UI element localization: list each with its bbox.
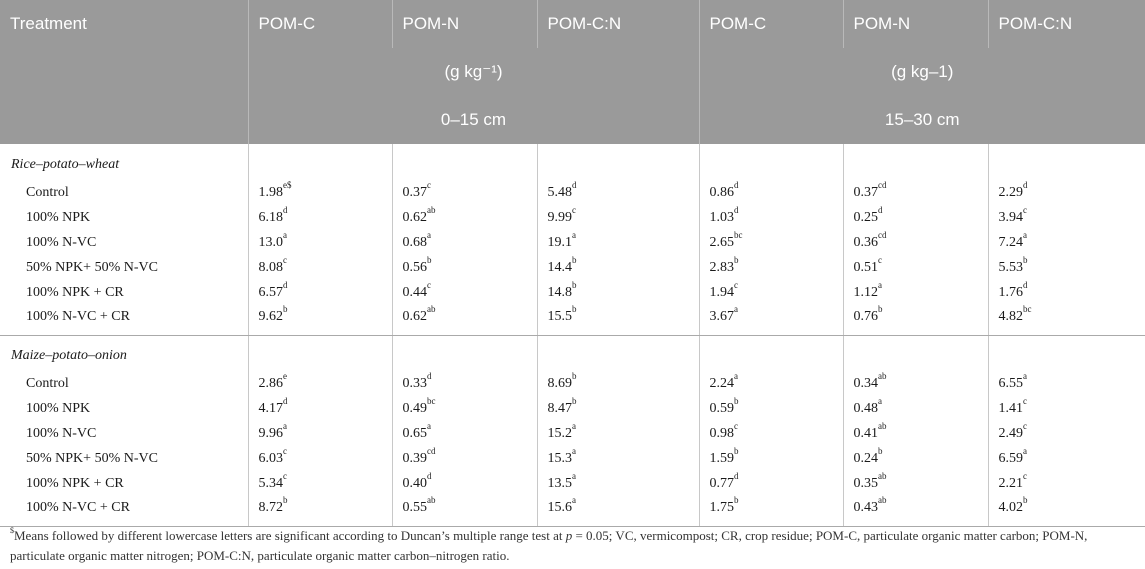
cell-value: 0.55 [402, 499, 427, 515]
cell-value: 13.0 [258, 234, 283, 250]
cell-value: 8.08 [258, 259, 283, 275]
column-header-pom-n-top: POM-N [392, 0, 537, 48]
value-cell [699, 305, 843, 335]
significance-letter: d [283, 279, 288, 290]
empty-cell [988, 144, 1145, 180]
significance-letter: a [1023, 445, 1027, 456]
value-cell [392, 205, 537, 230]
significance-letter: ab [878, 470, 887, 481]
significance-letter: b [283, 304, 288, 315]
cell-value: 4.17 [258, 400, 283, 416]
value-cell [537, 371, 699, 396]
significance-letter: a [734, 370, 738, 381]
cell-value: 0.40 [402, 475, 427, 491]
cell-value: 5.34 [258, 475, 283, 491]
value-cell [843, 396, 988, 421]
value-cell [392, 496, 537, 526]
cell-value: 7.24 [998, 234, 1023, 250]
cell-value: 0.24 [853, 450, 878, 466]
table-row [0, 471, 1145, 496]
significance-letter: d [734, 179, 739, 190]
value-cell [988, 496, 1145, 526]
significance-letter: a [572, 470, 576, 481]
value-cell [699, 255, 843, 280]
cell-value: 0.36 [853, 234, 878, 250]
value-cell [248, 180, 392, 205]
cell-value: 0.33 [402, 375, 427, 391]
cell-value: 1.12 [853, 284, 878, 300]
cell-value: 5.48 [547, 184, 572, 200]
value-cell [988, 305, 1145, 335]
significance-letter: e [283, 370, 287, 381]
significance-letter: a [283, 420, 287, 431]
significance-letter: b [283, 495, 288, 506]
value-cell [843, 280, 988, 305]
section-title-row [0, 144, 1145, 180]
significance-letter: b [572, 395, 577, 406]
significance-letter: c [572, 204, 576, 215]
value-cell [843, 255, 988, 280]
significance-letter: a [734, 304, 738, 315]
significance-letter: b [427, 254, 432, 265]
value-cell [248, 305, 392, 335]
value-cell [843, 180, 988, 205]
cell-value: 0.37 [402, 184, 427, 200]
cell-value: 1.76 [998, 284, 1023, 300]
value-cell [248, 421, 392, 446]
significance-letter: c [427, 279, 431, 290]
cell-value: 14.4 [547, 259, 572, 275]
value-cell [843, 446, 988, 471]
significance-letter: a [572, 445, 576, 456]
cell-value: 2.49 [998, 425, 1023, 441]
significance-letter: bc [1023, 304, 1032, 315]
significance-letter: c [283, 470, 287, 481]
cell-value: 0.62 [402, 209, 427, 225]
significance-letter: ab [427, 304, 436, 315]
significance-letter: ab [878, 370, 887, 381]
cell-value: 0.44 [402, 284, 427, 300]
significance-letter: a [1023, 229, 1027, 240]
value-cell [248, 371, 392, 396]
cell-value: 8.72 [258, 499, 283, 515]
significance-letter: a [427, 420, 431, 431]
significance-letter: c [283, 445, 287, 456]
cell-value: 9.99 [547, 209, 572, 225]
value-cell [537, 446, 699, 471]
value-cell [699, 180, 843, 205]
significance-letter: bc [734, 229, 743, 240]
value-cell [988, 396, 1145, 421]
cell-value: 2.65 [709, 234, 734, 250]
table-row [0, 446, 1145, 471]
value-cell [699, 496, 843, 526]
value-cell [537, 305, 699, 335]
significance-letter: a [1023, 370, 1027, 381]
value-cell [537, 255, 699, 280]
value-cell [699, 371, 843, 396]
significance-letter: d [1023, 179, 1028, 190]
value-cell [392, 446, 537, 471]
cell-value: 0.43 [853, 499, 878, 515]
cell-value: 2.83 [709, 259, 734, 275]
significance-letter: b [734, 445, 739, 456]
column-header-pom-cn-top: POM-C:N [537, 0, 699, 48]
cell-value: 1.41 [998, 400, 1023, 416]
cell-value: 0.77 [709, 475, 734, 491]
significance-letter: b [572, 254, 577, 265]
cell-value: 1.98 [258, 184, 283, 200]
section-title: Maize–potato–onion [11, 348, 127, 364]
treatment-name: 50% NPK+ 50% N-VC [26, 450, 158, 466]
significance-letter: b [1023, 254, 1028, 265]
significance-letter: a [572, 495, 576, 506]
cell-value: 2.29 [998, 184, 1023, 200]
value-cell [988, 230, 1145, 255]
cell-value: 15.2 [547, 425, 572, 441]
value-cell [248, 496, 392, 526]
cell-value: 3.67 [709, 308, 734, 324]
treatment-column-header: Treatment [0, 0, 248, 48]
cell-value: 6.55 [998, 375, 1023, 391]
cell-value: 1.59 [709, 450, 734, 466]
value-cell [988, 471, 1145, 496]
value-cell [537, 280, 699, 305]
cell-value: 0.76 [853, 308, 878, 324]
cell-value: 13.5 [547, 475, 572, 491]
cell-value: 4.82 [998, 308, 1023, 324]
cell-value: 0.62 [402, 308, 427, 324]
value-cell [843, 496, 988, 526]
value-cell [699, 471, 843, 496]
cell-value: 0.25 [853, 209, 878, 225]
table-row [0, 305, 1145, 335]
value-cell [537, 180, 699, 205]
value-cell [843, 471, 988, 496]
cell-value: 0.49 [402, 400, 427, 416]
empty-cell [843, 335, 988, 371]
treatment-name: 100% N-VC + CR [0, 305, 248, 335]
treatment-name: 100% NPK + CR [26, 475, 124, 491]
cell-value: 0.65 [402, 425, 427, 441]
column-header-pom-c-top: POM-C [248, 0, 392, 48]
value-cell [537, 396, 699, 421]
cell-value: 0.34 [853, 375, 878, 391]
table-row [0, 180, 1145, 205]
empty-cell [392, 335, 537, 371]
significance-letter: d [283, 204, 288, 215]
cell-value: 15.6 [547, 499, 572, 515]
cell-value: 14.8 [547, 284, 572, 300]
column-header-pom-n-sub: POM-N [843, 0, 988, 48]
cell-value: 5.53 [998, 259, 1023, 275]
significance-letter: a [572, 420, 576, 431]
significance-letter: b [734, 254, 739, 265]
treatment-name: 100% N-VC [26, 234, 97, 250]
value-cell [392, 396, 537, 421]
section-title: Rice–potato–wheat [11, 157, 120, 172]
value-cell [248, 446, 392, 471]
value-cell [537, 421, 699, 446]
table-row [0, 205, 1145, 230]
significance-letter: b [1023, 495, 1028, 506]
empty-cell [248, 144, 392, 180]
significance-letter: d [427, 470, 432, 481]
value-cell [537, 496, 699, 526]
significance-letter: ab [878, 420, 887, 431]
significance-letter: d [283, 395, 288, 406]
table-row [0, 280, 1145, 305]
unit-label-subsoil: (g kg–1) [699, 48, 1145, 96]
significance-letter: b [734, 395, 739, 406]
cell-value: 2.21 [998, 475, 1023, 491]
value-cell [392, 471, 537, 496]
treatment-name: 50% NPK+ 50% N-VC [26, 259, 158, 275]
significance-letter: b [572, 304, 577, 315]
value-cell [392, 371, 537, 396]
significance-letter: a [878, 395, 882, 406]
empty-cell [248, 335, 392, 371]
value-cell [537, 230, 699, 255]
value-cell [248, 280, 392, 305]
section-title-row [0, 335, 1145, 371]
table-row [0, 421, 1145, 446]
treatment-name: 100% N-VC + CR [0, 496, 248, 526]
treatment-name: Control [26, 184, 69, 200]
cell-value: 6.59 [998, 450, 1023, 466]
significance-letter: c [427, 179, 431, 190]
value-cell [248, 396, 392, 421]
empty-cell [699, 144, 843, 180]
significance-letter: a [427, 229, 431, 240]
value-cell [699, 421, 843, 446]
significance-letter: c [1023, 470, 1027, 481]
value-cell [392, 230, 537, 255]
cell-value: 8.69 [547, 375, 572, 391]
significance-letter: b [572, 370, 577, 381]
significance-letter: d [734, 470, 739, 481]
treatment-name: 100% NPK [26, 400, 91, 416]
cell-value: 15.5 [547, 308, 572, 324]
cell-value: 6.03 [258, 450, 283, 466]
value-cell [988, 371, 1145, 396]
header-spacer [0, 48, 248, 96]
significance-letter: c [1023, 204, 1027, 215]
value-cell [392, 305, 537, 335]
cell-value: 1.03 [709, 209, 734, 225]
table-row [0, 496, 1145, 526]
value-cell [248, 471, 392, 496]
footnote-text-part2: = 0.05; VC, vermicompost; CR, crop residue; POM-C, particulate organic matter carbon; POM-N, particulate organic matter nitrogen; POM-C:N, particulate organic matter carbon–nitrogen ratio. [10, 528, 1088, 563]
value-cell [392, 280, 537, 305]
value-cell [537, 205, 699, 230]
significance-letter: ab [427, 495, 436, 506]
value-cell [988, 205, 1145, 230]
significance-letter: a [572, 229, 576, 240]
value-cell [843, 371, 988, 396]
value-cell [392, 255, 537, 280]
significance-letter: ab [878, 495, 887, 506]
cell-value: 3.94 [998, 209, 1023, 225]
significance-letter: b [572, 279, 577, 290]
value-cell [988, 255, 1145, 280]
cell-value: 0.51 [853, 259, 878, 275]
value-cell [248, 230, 392, 255]
footnote-text-part1: Means followed by different lowercase letters are significant according to Duncan’s multiple range test at [14, 528, 566, 543]
cell-value: 2.24 [709, 375, 734, 391]
value-cell [843, 205, 988, 230]
value-cell [699, 396, 843, 421]
footnote-marker: $ [10, 525, 14, 535]
value-cell [843, 230, 988, 255]
significance-letter: c [283, 254, 287, 265]
table-footnote [0, 526, 1140, 566]
significance-letter: ab [427, 204, 436, 215]
empty-cell [537, 144, 699, 180]
table-header [0, 0, 1145, 144]
cell-value: 8.47 [547, 400, 572, 416]
empty-cell [988, 335, 1145, 371]
value-cell [988, 280, 1145, 305]
empty-cell [537, 335, 699, 371]
treatment-name: 100% NPK + CR [26, 284, 124, 300]
value-cell [988, 180, 1145, 205]
significance-letter: b [878, 304, 883, 315]
cell-value: 6.18 [258, 209, 283, 225]
significance-letter: a [283, 229, 287, 240]
cell-value: 0.48 [853, 400, 878, 416]
cell-value: 0.39 [402, 450, 427, 466]
significance-letter: d [572, 179, 577, 190]
significance-letter: d [427, 370, 432, 381]
empty-cell [843, 144, 988, 180]
depth-label-subsoil: 15–30 cm [699, 96, 1145, 144]
cell-value: 9.96 [258, 425, 283, 441]
cell-value: 6.57 [258, 284, 283, 300]
significance-letter: c [734, 279, 738, 290]
cell-value: 2.86 [258, 375, 283, 391]
significance-letter: c [878, 254, 882, 265]
significance-letter: cd [878, 229, 887, 240]
table-row [0, 230, 1145, 255]
significance-letter: bc [427, 395, 436, 406]
cell-value: 0.86 [709, 184, 734, 200]
value-cell [843, 305, 988, 335]
value-cell [392, 180, 537, 205]
cell-value: 0.35 [853, 475, 878, 491]
depth-label-topsoil: 0–15 cm [248, 96, 699, 144]
value-cell [699, 205, 843, 230]
significance-letter: cd [427, 445, 436, 456]
value-cell [699, 280, 843, 305]
cell-value: 15.3 [547, 450, 572, 466]
treatment-name: 100% N-VC [26, 425, 97, 441]
value-cell [843, 421, 988, 446]
cell-value: 9.62 [258, 308, 283, 324]
cell-value: 0.98 [709, 425, 734, 441]
significance-letter: d [1023, 279, 1028, 290]
cell-value: 0.41 [853, 425, 878, 441]
cell-value: 4.02 [998, 499, 1023, 515]
significance-letter: b [734, 495, 739, 506]
treatment-name: 100% NPK [26, 209, 91, 225]
significance-letter: b [878, 445, 883, 456]
significance-letter: cd [878, 179, 887, 190]
value-cell [537, 471, 699, 496]
cell-value: 0.59 [709, 400, 734, 416]
cell-value: 1.94 [709, 284, 734, 300]
significance-letter: d [734, 204, 739, 215]
value-cell [392, 421, 537, 446]
value-cell [988, 421, 1145, 446]
empty-cell [699, 335, 843, 371]
cell-value: 0.68 [402, 234, 427, 250]
table-row [0, 396, 1145, 421]
cell-value: 1.75 [709, 499, 734, 515]
section-maize-potato-onion [0, 335, 1145, 526]
section-rice-potato-wheat [0, 144, 1145, 335]
unit-label-topsoil: (g kg⁻¹) [248, 48, 699, 96]
value-cell [699, 446, 843, 471]
cell-value: 0.37 [853, 184, 878, 200]
significance-letter: a [878, 279, 882, 290]
column-header-pom-cn-sub: POM-C:N [988, 0, 1145, 48]
table-row [0, 255, 1145, 280]
table-row [0, 371, 1145, 396]
column-header-pom-c-sub: POM-C [699, 0, 843, 48]
cell-value: 0.56 [402, 259, 427, 275]
value-cell [699, 230, 843, 255]
value-cell [248, 255, 392, 280]
significance-letter: d [878, 204, 883, 215]
header-spacer [0, 96, 248, 144]
value-cell [988, 446, 1145, 471]
significance-letter: c [734, 420, 738, 431]
empty-cell [392, 144, 537, 180]
significance-letter: c [1023, 395, 1027, 406]
value-cell [248, 205, 392, 230]
significance-letter: c [1023, 420, 1027, 431]
cell-value: 19.1 [547, 234, 572, 250]
significance-letter: e$ [283, 179, 292, 190]
footnote-p-symbol: p [565, 528, 573, 543]
treatment-name: Control [26, 375, 69, 391]
